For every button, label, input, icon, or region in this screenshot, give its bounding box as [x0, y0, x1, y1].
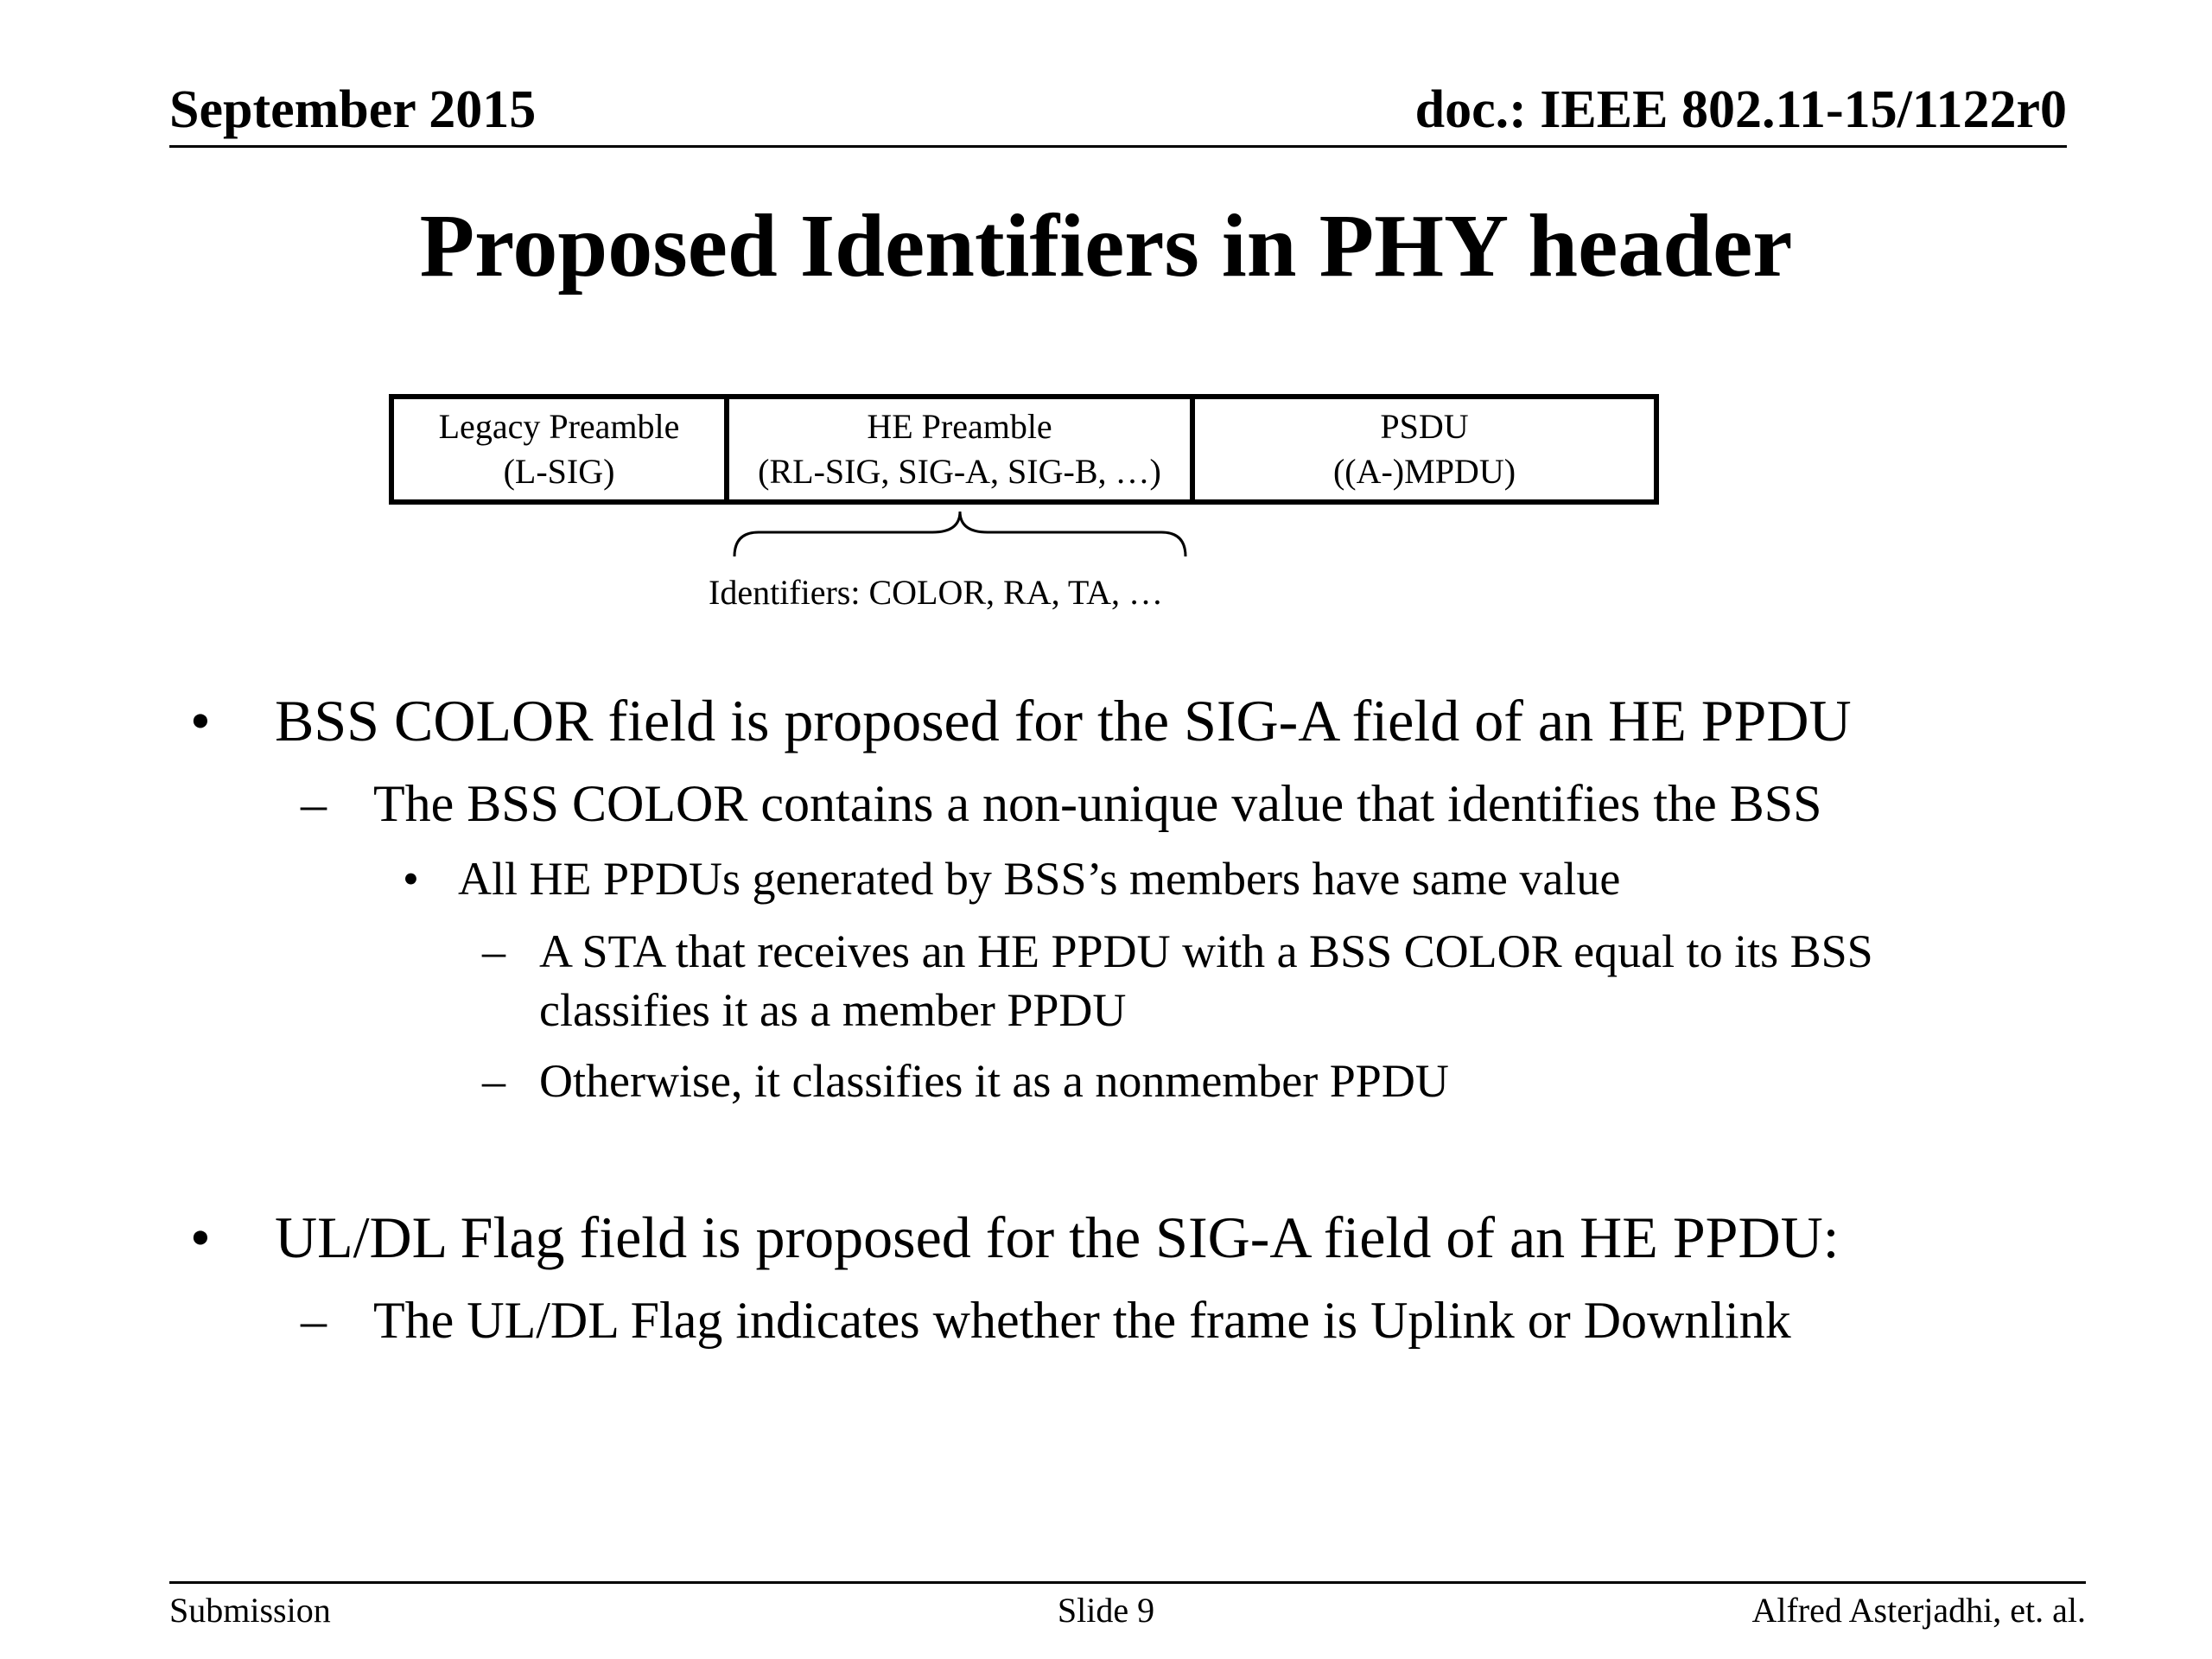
sub-bullet-bss-color-value: The BSS COLOR contains a non-unique value that identifies the BSS — [373, 775, 1822, 832]
dash-marker: – — [482, 1055, 505, 1107]
level4-member-ppdu-line1: A STA that receives an HE PPDU with a BSS COLOR equal to its BSS — [539, 925, 1873, 977]
header-doc-id: doc.: IEEE 802.11-15/1122r0 — [1414, 80, 2067, 139]
bullet-marker: • — [403, 853, 419, 905]
psdu-field — [1195, 399, 1654, 499]
dash-marker: – — [301, 1292, 327, 1349]
field-sublabel: ((A-)MPDU) — [1332, 452, 1516, 491]
sub-bullet-ul-dl-flag: The UL/DL Flag indicates whether the frame is Uplink or Downlink — [373, 1292, 1791, 1349]
dash-marker: – — [301, 775, 327, 832]
level4-member-ppdu-line2: classifies it as a member PPDU — [539, 984, 1127, 1036]
header-divider — [169, 145, 2067, 148]
level4-nonmember-ppdu: Otherwise, it classifies it as a nonmember PPDU — [539, 1055, 1449, 1107]
slide-title: Proposed Identifiers in PHY header — [419, 196, 1793, 296]
bullet-bss-color: BSS COLOR field is proposed for the SIG-A field of an HE PPDU — [275, 688, 1852, 753]
footer-submission: Submission — [169, 1591, 331, 1630]
field-sublabel: (RL-SIG, SIG-A, SIG-B, …) — [758, 452, 1161, 491]
bullet-ul-dl-flag: UL/DL Flag field is proposed for the SIG-A field of an HE PPDU: — [275, 1205, 1840, 1270]
field-label: Legacy Preamble — [438, 407, 680, 446]
field-label: PSDU — [1380, 407, 1469, 446]
curly-brace — [731, 508, 1189, 560]
phy-frame-diagram — [389, 394, 1659, 505]
he-preamble-field — [729, 399, 1195, 499]
footer-authors: Alfred Asterjadhi, et. al. — [1751, 1591, 2086, 1630]
legacy-preamble-field — [394, 399, 729, 499]
dash-marker: – — [482, 925, 505, 977]
header-date: September 2015 — [169, 80, 537, 139]
footer-divider — [169, 1581, 2086, 1584]
field-label: HE Preamble — [867, 407, 1052, 446]
sub-sub-bullet-same-value: All HE PPDUs generated by BSS’s members have same value — [458, 853, 1621, 905]
bullet-marker: • — [190, 688, 211, 753]
field-sublabel: (L-SIG) — [503, 452, 615, 491]
identifiers-label: Identifiers: COLOR, RA, TA, … — [709, 573, 1164, 612]
footer-slide-number: Slide 9 — [1057, 1591, 1155, 1630]
bullet-marker: • — [190, 1205, 211, 1270]
